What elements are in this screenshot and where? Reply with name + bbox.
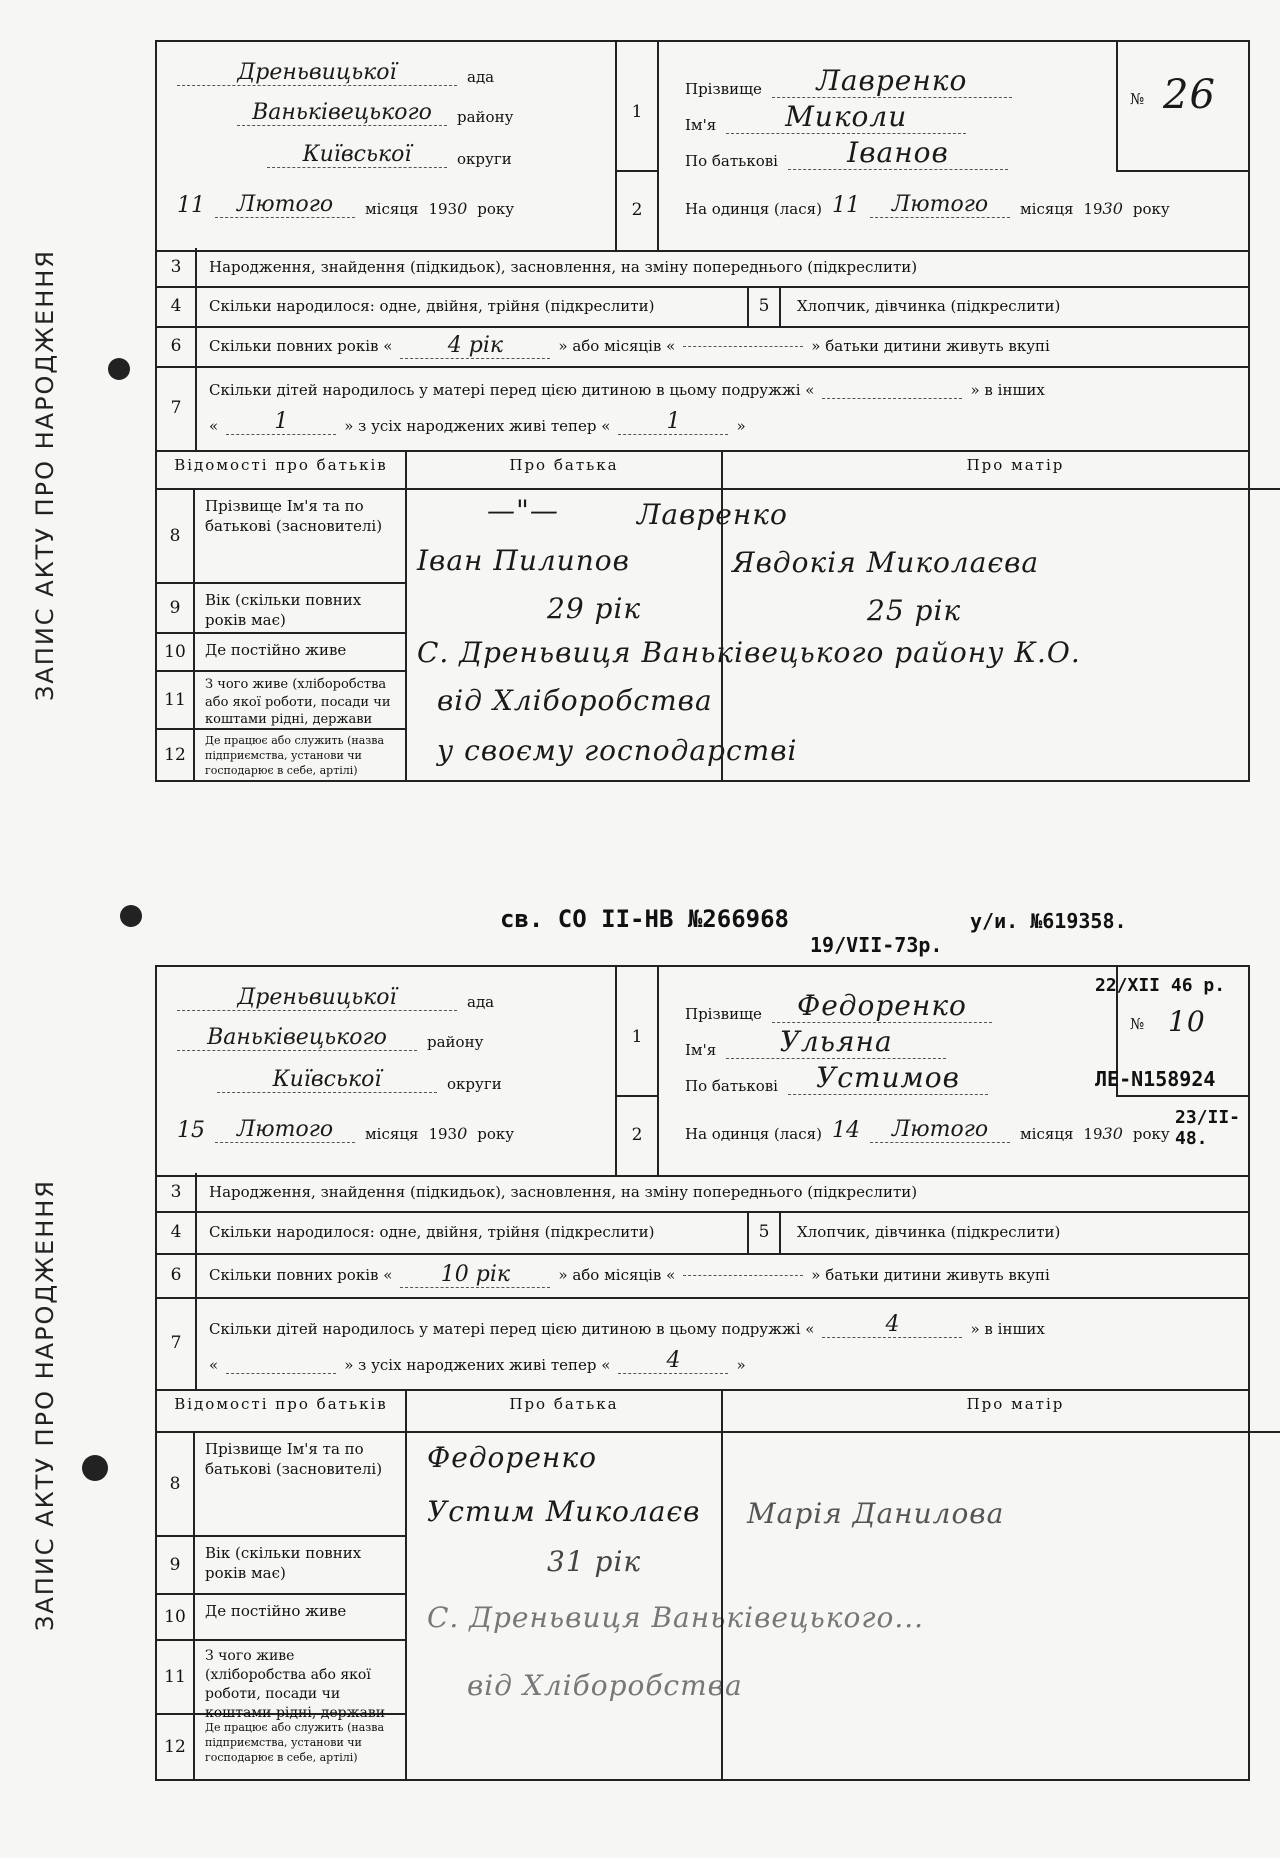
birth-count-text: Скільки народилося: одне, двійня, трійня (підкреслити) — [209, 297, 655, 315]
reg-month: Лютого — [870, 1117, 1010, 1143]
mother-name: Марія Данилова — [747, 1497, 1005, 1530]
children-alive: 4 — [618, 1348, 728, 1374]
row-number-1: 1 — [631, 102, 643, 122]
registry-location — [155, 965, 617, 1177]
date-month: Лютого — [215, 1117, 355, 1143]
father-surname: Федоренко — [427, 1441, 597, 1474]
date-day: 11 — [177, 193, 205, 218]
reg-year-label: року — [1132, 1125, 1170, 1143]
names-label: Прізвище Ім'я та по батькові (засновителі) — [195, 1433, 407, 1537]
row-7: 7 Скільки дітей народилось у матері перед цією дитиною в цьому подружжі « » в інших « 1 » з усіх народжених живі тепер « 1 » — [155, 366, 1250, 452]
rayon-label: району — [427, 1033, 484, 1051]
mother-name: Явдокія Миколаєва — [732, 546, 1040, 579]
workplace-label: Де працює або служить (назва підприємства, установи чи господарює в себе, артілі) — [195, 1715, 407, 1779]
age-label: Вік (скільки повних років має) — [195, 1537, 407, 1595]
date-month: Лютого — [215, 192, 355, 218]
sex-text: Хлопчик, дівчинка (підкреслити) — [797, 297, 1061, 315]
rada-value: Дреньвицької — [177, 985, 457, 1011]
child-identity — [655, 40, 1250, 252]
side-note-date: 22/XII 46 р. — [1095, 975, 1226, 996]
years-together: 10 рік — [400, 1262, 550, 1288]
rayon-value: Ваньківецького — [177, 1025, 417, 1051]
residence: С. Дреньвиця Ваньківецького району К.О. — [417, 636, 1081, 669]
parents-handwriting — [407, 490, 1248, 780]
okruha-label: округи — [457, 150, 512, 168]
okruha-value: Київської — [217, 1067, 437, 1093]
row-4-5: 4 Скільки народилося: одне, двійня, трійня (підкреслити) 5 Хлопчик, дівчинка (підкреслити) — [155, 286, 1250, 328]
okruha-label: округи — [447, 1075, 502, 1093]
child-surname: Лавренко — [772, 64, 1012, 98]
birth-record-1 — [31, 40, 1250, 890]
year-label: року — [477, 200, 515, 218]
parents-table: Відомості про батьків Про батька Про матір 8 Прізвище Ім'я та по батькові (засновителі) 9 Вік (скільки повних років має) 10 Де постійно живе 11 З чого живе (хліборобства або якої роботи, посади чи коштами рідні, держави 12 Де працює або служить (назва підприємства, установи чи господарює в себе, артілі) Федоренко Устим Миколаєв Марія Данилова 31 рік С. Дреньвиця Ваньківецького... від Хліборобства — [155, 1389, 1250, 1781]
year-prefix: 193 — [428, 200, 458, 218]
years-together: 4 рік — [400, 333, 550, 359]
residence-label: Де постійно живе — [195, 634, 407, 672]
name-label: Ім'я — [685, 1041, 717, 1059]
binder-hole-mark — [108, 358, 130, 380]
reg-year-suffix: 30 — [1102, 1124, 1123, 1143]
month-label: місяця — [365, 200, 419, 218]
birth-record-2 — [31, 965, 1250, 1825]
row-number-2: 2 — [631, 1125, 643, 1145]
rada-value: Дреньвицької — [177, 60, 457, 86]
record-number-box — [1116, 42, 1248, 172]
father-name: Устим Миколаєв — [427, 1495, 701, 1528]
row-4-5: 4 Скільки народилося: одне, двійня, трійня (підкреслити) 5 Хлопчик, дівчинка (підкреслити) — [155, 1211, 1250, 1255]
father-surname: —"— — [487, 494, 559, 527]
mother-header: Про матір — [723, 450, 1280, 490]
common-surname: Лавренко — [637, 498, 788, 531]
row-3: 3 Народження, знайдення (підкидьок), засновлення, на зміну попереднього (підкреслити) — [155, 1173, 1250, 1213]
child-name: Миколи — [726, 100, 966, 134]
row-3: 3 Народження, знайдення (підкидьок), засновлення, на зміну попереднього (підкреслити) — [155, 248, 1250, 288]
row-number-2: 2 — [631, 200, 643, 220]
reg-day: 14 — [831, 1118, 860, 1143]
rayon-value: Ваньківецького — [237, 100, 447, 126]
child-identity — [655, 965, 1250, 1177]
reg-month-label: місяця — [1019, 200, 1074, 218]
sex-text: Хлопчик, дівчинка (підкреслити) — [797, 1223, 1061, 1241]
parents-table: Відомості про батьків Про батька Про матір 8 Прізвище Ім'я та по батькові (засновителі) 9 Вік (скільки повних років має) 10 Де постійно живе 11 З чого живе (хліборобства або якої роботи, посади чи коштами рідні, держави 12 Де працює або служить (назва підприємства, установи чи господарює в себе, артілі) —"— Лавренко Іван Пилипов Явдокія Миколаєва 29 рік 25 рік С. Дреньвиця Ваньківецького району К.О. від Хліборобства у своєму господарстві — [155, 450, 1250, 782]
name-label: Ім'я — [685, 116, 717, 134]
reg-year-prefix: 19 — [1083, 200, 1103, 218]
registration-label: На одинця (лася) — [685, 200, 822, 218]
mother-header: Про матір — [723, 1389, 1280, 1433]
workplace-label: Де працює або служить (назва підприємства, установи чи господарює в себе, артілі) — [195, 730, 407, 780]
occupation: від Хліборобства — [467, 1669, 743, 1702]
form-title: ЗАПИС АКТУ ПРО НАРОДЖЕННЯ — [31, 1179, 59, 1631]
record-header — [95, 965, 1250, 1173]
residence-label: Де постійно живе — [195, 1595, 407, 1641]
date-day: 15 — [177, 1118, 205, 1143]
record-header — [95, 40, 1250, 248]
form-title: ЗАПИС АКТУ ПРО НАРОДЖЕННЯ — [31, 249, 59, 701]
occupation: від Хліборобства — [437, 684, 713, 717]
father-age: 29 рік — [547, 592, 642, 625]
child-name: Ульяна — [726, 1025, 946, 1059]
parents-handwriting — [407, 1433, 1248, 1779]
age-label: Вік (скільки повних років має) — [195, 584, 407, 634]
side-note-certificate: ЛЕ-N158924 — [1095, 1067, 1216, 1091]
occupation-label: З чого живе (хліборобства або якої роботи, посади чи коштами рідні, держави — [195, 1641, 407, 1715]
reg-month: Лютого — [870, 192, 1010, 218]
reg-year-suffix: 30 — [1102, 199, 1123, 218]
reg-day: 11 — [831, 193, 860, 218]
children-this-marriage: 4 — [822, 1312, 962, 1338]
row-7: 7 Скільки дітей народилось у матері перед цією дитиною в цьому подружжі « 4 » в інших « » з усіх народжених живі тепер « 4 » — [155, 1297, 1250, 1391]
child-patronymic: Устимов — [788, 1061, 988, 1095]
names-label: Прізвище Ім'я та по батькові (засновителі) — [195, 490, 407, 584]
rada-label: ада — [467, 993, 495, 1011]
father-header: Про батька — [407, 1389, 723, 1433]
certificate-series: св. СО II-НВ №266968 — [500, 905, 789, 933]
year-suffix: 0 — [457, 199, 468, 218]
surname-label: Прізвище — [685, 1005, 762, 1023]
child-surname: Федоренко — [772, 989, 992, 1023]
row-6: 6 Скільки повних років « 4 рік » або місяців « » батьки дитини живуть вкупі — [155, 326, 1250, 368]
patronymic-label: По батькові — [685, 1077, 778, 1095]
number-sign: № — [1130, 1015, 1145, 1033]
children-other: 1 — [226, 409, 336, 435]
year-prefix: 193 — [428, 1125, 458, 1143]
rayon-label: району — [457, 108, 514, 126]
okruha-value: Київської — [267, 142, 447, 168]
binder-hole-mark — [120, 905, 142, 927]
month-label: місяця — [365, 1125, 419, 1143]
residence: С. Дреньвиця Ваньківецького... — [427, 1601, 925, 1634]
record-number: 26 — [1163, 72, 1216, 118]
father-name: Іван Пилипов — [417, 544, 630, 577]
children-alive: 1 — [618, 409, 728, 435]
year-label: року — [477, 1125, 515, 1143]
child-patronymic: Іванов — [788, 136, 1008, 170]
certificate-id: у/и. №619358. — [970, 909, 1127, 933]
patronymic-label: По батькові — [685, 152, 778, 170]
father-age: 31 рік — [547, 1545, 642, 1578]
binder-hole-mark — [82, 1455, 108, 1481]
reg-year-prefix: 19 — [1083, 1125, 1103, 1143]
number-sign: № — [1130, 90, 1145, 108]
row-6: 6 Скільки повних років « 10 рік » або місяців « » батьки дитини живуть вкупі — [155, 1253, 1250, 1299]
reg-year-label: року — [1132, 200, 1170, 218]
mother-age: 25 рік — [867, 594, 962, 627]
birth-type-text: Народження, знайдення (підкидьок), засновлення, на зміну попереднього (підкреслити) — [209, 1183, 918, 1201]
father-header: Про батька — [407, 450, 723, 490]
year-suffix: 0 — [457, 1124, 468, 1143]
record-number: 10 — [1168, 1005, 1206, 1038]
workplace: у своєму господарстві — [437, 734, 798, 767]
surname-label: Прізвище — [685, 80, 762, 98]
registration-label: На одинця (лася) — [685, 1125, 822, 1143]
parents-info-header: Відомості про батьків — [157, 450, 407, 490]
birth-count-text: Скільки народилося: одне, двійня, трійня (підкреслити) — [209, 1223, 655, 1241]
reg-month-label: місяця — [1019, 1125, 1074, 1143]
side-note-date-2: 23/II-48. — [1175, 1107, 1241, 1149]
certificate-date: 19/VII-73р. — [810, 933, 943, 957]
parents-info-header: Відомості про батьків — [157, 1389, 407, 1433]
rada-label: ада — [467, 68, 495, 86]
registry-location — [155, 40, 617, 252]
birth-type-text: Народження, знайдення (підкидьок), засновлення, на зміну попереднього (підкреслити) — [209, 258, 918, 276]
row-number-1: 1 — [631, 1027, 643, 1047]
occupation-label: З чого живе (хліборобства або якої роботи, посади чи коштами рідні, держави — [195, 672, 407, 730]
